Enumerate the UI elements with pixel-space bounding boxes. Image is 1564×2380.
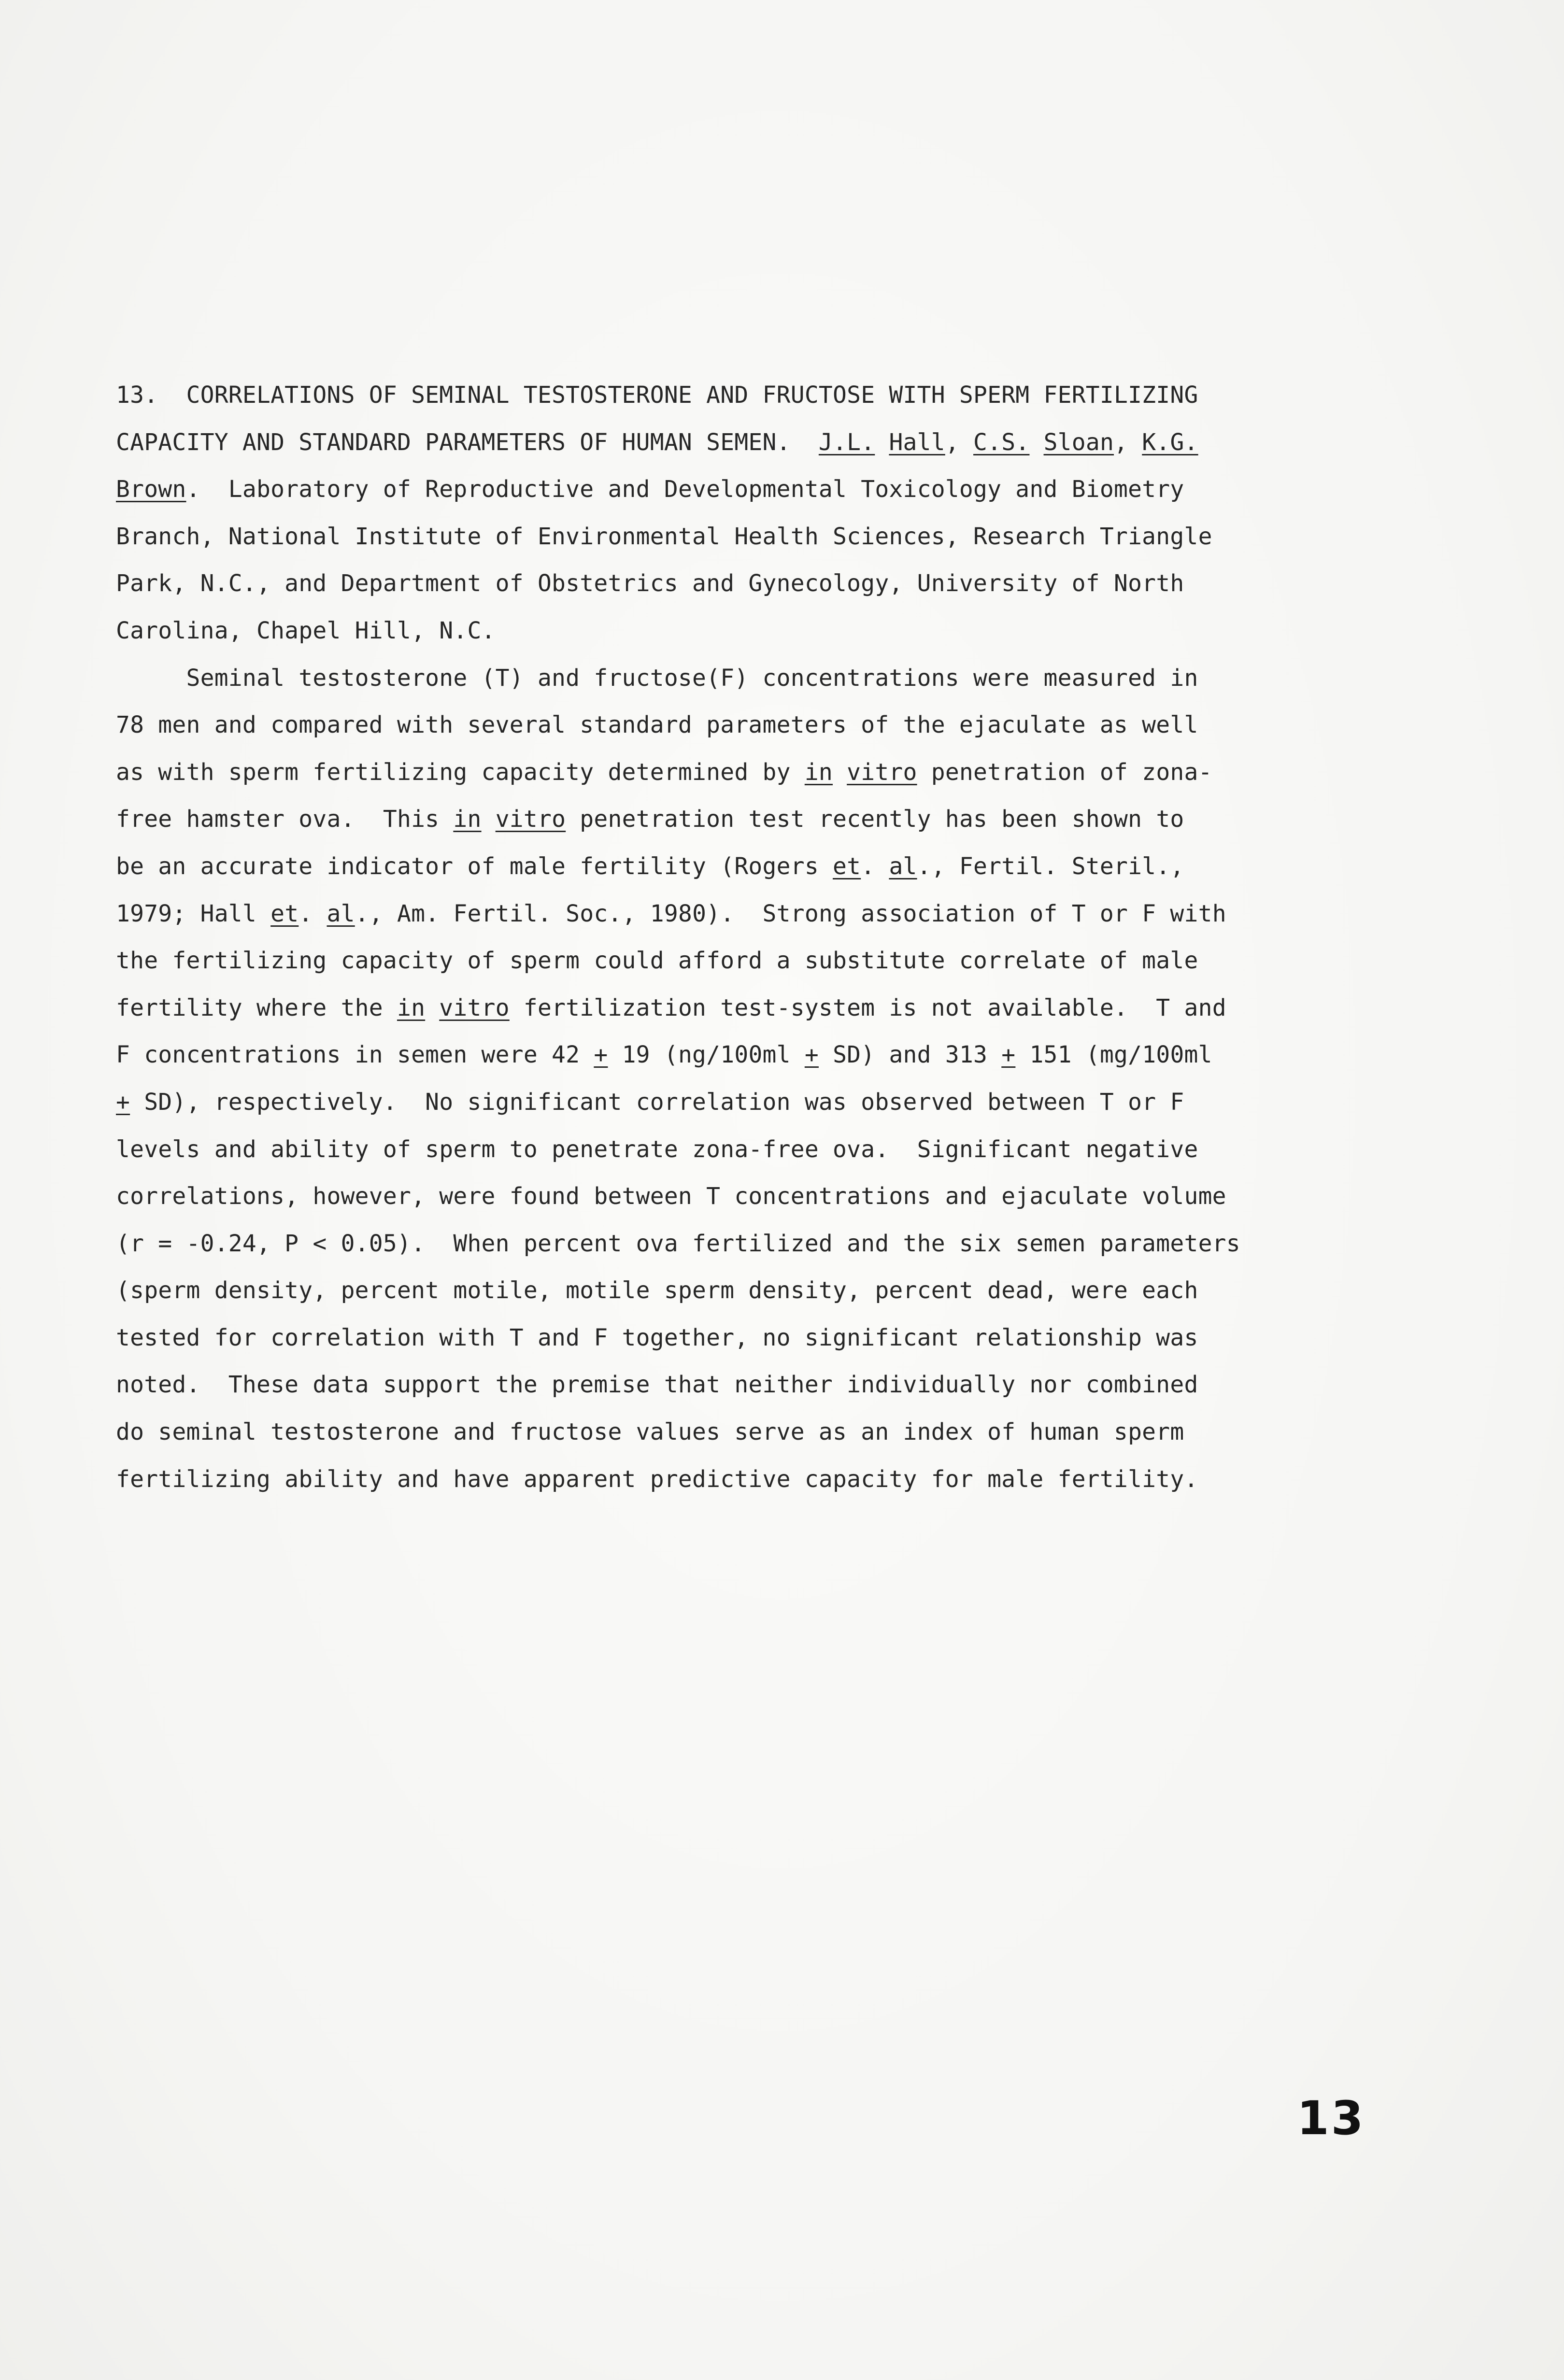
text-segment: SD) and 313: [818, 1041, 1002, 1069]
text-segment: [833, 759, 847, 786]
text-segment: SD), respectively. No significant correlation was observed between T or F: [130, 1088, 1184, 1116]
text-segment: 1979; Hall: [116, 900, 271, 927]
text-segment: do seminal testosterone and fructose values serve as an index of human sperm: [116, 1418, 1184, 1446]
text-line: [116, 655, 1352, 702]
text-segment: (sperm density, percent motile, motile sperm density, percent dead, were each: [116, 1277, 1198, 1304]
underlined-text: et: [270, 900, 299, 927]
underlined-text: vitro: [847, 758, 917, 786]
underlined-text: +: [594, 1041, 608, 1069]
text-segment: Branch, National Institute of Environmental Health Sciences, Research Triangle: [116, 523, 1212, 550]
text-line: [116, 1409, 1352, 1456]
text-segment: penetration test recently has been shown to: [566, 806, 1184, 833]
text-segment: ., Am. Fertil. Soc., 1980). Strong association of T or F with: [355, 900, 1226, 927]
text-segment: the fertilizing capacity of sperm could afford a substitute correlate of male: [116, 947, 1198, 975]
text-segment: correlations, however, were found between T concentrations and ejaculate volume: [116, 1183, 1226, 1210]
text-segment: fertilizing ability and have apparent predictive capacity for male fertility.: [116, 1465, 1198, 1493]
text-segment: tested for correlation with T and F together, no significant relationship was: [116, 1324, 1198, 1351]
text-segment: levels and ability of sperm to penetrate zona-free ova. Significant negative: [116, 1135, 1198, 1163]
underlined-text: in: [397, 994, 426, 1021]
text-line: [116, 937, 1352, 985]
text-segment: 19 (ng/100ml: [608, 1041, 805, 1069]
underlined-text: K.G.: [1142, 428, 1198, 456]
text-segment: [875, 429, 889, 456]
text-segment: 78 men and compared with several standard parameters of the ejaculate as well: [116, 711, 1198, 739]
underlined-text: J.L.: [818, 428, 875, 456]
text-line: [116, 1267, 1352, 1315]
text-line: [116, 608, 1352, 655]
text-segment: fertility where the: [116, 994, 397, 1021]
text-segment: [425, 994, 439, 1021]
text-segment: be an accurate indicator of male fertility (Rogers: [116, 852, 833, 880]
text-segment: .: [861, 852, 889, 880]
text-line: [116, 749, 1352, 796]
underlined-text: vitro: [439, 994, 510, 1021]
text-segment: [1029, 429, 1043, 456]
text-line: [116, 1126, 1352, 1174]
text-line: [116, 513, 1352, 561]
underlined-text: al: [889, 852, 917, 880]
text-line: [116, 1315, 1352, 1362]
text-segment: Park, N.C., and Department of Obstetrics and Gynecology, University of North: [116, 570, 1184, 597]
text-segment: Carolina, Chapel Hill, N.C.: [116, 617, 496, 644]
text-line: [116, 419, 1352, 467]
text-line: [116, 1173, 1352, 1220]
text-segment: ,: [1114, 428, 1142, 456]
text-line: [116, 1361, 1352, 1409]
text-segment: CAPACITY AND STANDARD PARAMETERS OF HUMAN SEMEN.: [116, 428, 819, 456]
text-line: [116, 560, 1352, 608]
text-line: [116, 843, 1352, 891]
text-line: [116, 1079, 1352, 1126]
text-segment: ., Fertil. Steril.,: [917, 852, 1184, 880]
underlined-text: C.S.: [973, 428, 1030, 456]
text-line: [116, 985, 1352, 1032]
text-line: [116, 891, 1352, 938]
text-line: [116, 796, 1352, 843]
text-segment: 151 (mg/100ml: [1015, 1041, 1212, 1069]
text-segment: F concentrations in semen were 42: [116, 1041, 594, 1069]
text-line: [116, 1032, 1352, 1079]
text-segment: Seminal testosterone (T) and fructose(F) concentrations were measured in: [116, 664, 1198, 692]
underlined-text: al: [327, 900, 355, 927]
underlined-text: Hall: [889, 428, 945, 456]
text-segment: . Laboratory of Reproductive and Developmental Toxicology and Biometry: [186, 476, 1184, 503]
underlined-text: in: [804, 758, 833, 786]
text-line: [116, 466, 1352, 513]
text-segment: (r = -0.24, P < 0.05). When percent ova fertilized and the six semen parameters: [116, 1230, 1240, 1257]
text-segment: free hamster ova. This: [116, 806, 454, 833]
text-segment: .: [299, 900, 327, 927]
text-segment: as with sperm fertilizing capacity determined by: [116, 758, 805, 786]
text-line: [116, 1456, 1352, 1503]
text-segment: 13. CORRELATIONS OF SEMINAL TESTOSTERONE AND FRUCTOSE WITH SPERM FERTILIZING: [116, 382, 1198, 409]
text-line: [116, 702, 1352, 749]
underlined-text: in: [453, 806, 482, 833]
underlined-text: +: [1001, 1041, 1016, 1069]
text-segment: penetration of zona-: [917, 758, 1212, 786]
text-segment: fertilization test-system is not available. T and: [509, 994, 1226, 1021]
abstract-text: [116, 372, 1352, 1503]
text-segment: ,: [945, 428, 974, 456]
text-segment: [482, 806, 496, 833]
underlined-text: et: [833, 852, 861, 880]
underlined-text: vitro: [495, 806, 566, 833]
underlined-text: Brown: [116, 476, 186, 503]
page-number: 13: [1297, 2091, 1365, 2145]
underlined-text: +: [804, 1041, 819, 1069]
underlined-text: Sloan: [1043, 428, 1114, 456]
underlined-text: +: [116, 1088, 130, 1116]
text-line: [116, 372, 1352, 419]
text-line: [116, 1220, 1352, 1268]
text-segment: noted. These data support the premise that neither individually nor combined: [116, 1371, 1198, 1399]
